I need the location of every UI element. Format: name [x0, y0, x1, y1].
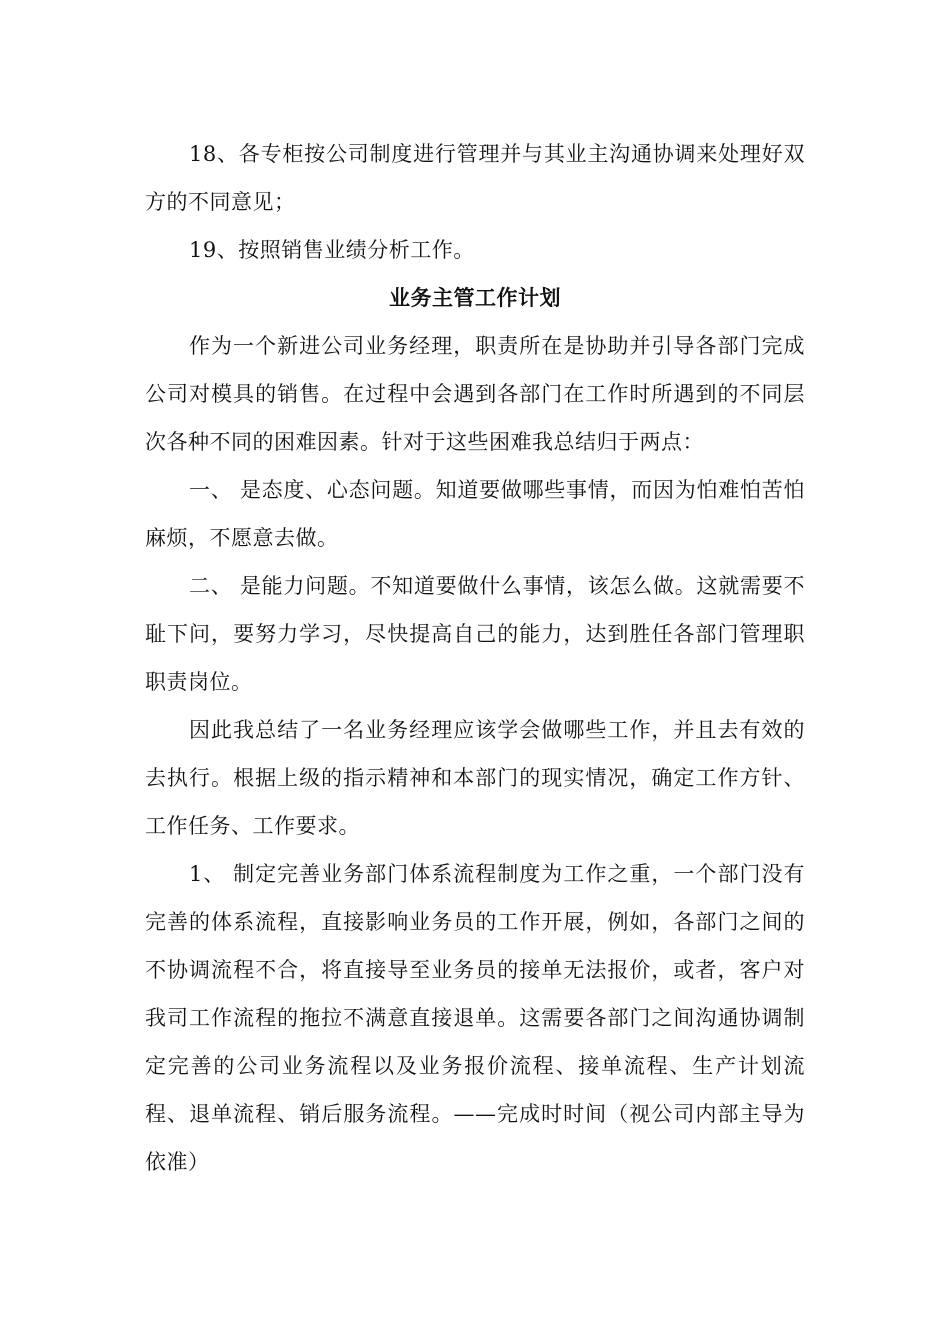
paragraph-point-one: 一、 是态度、心态问题。知道要做哪些事情，而因为怕难怕苦怕麻烦，不愿意去做。: [145, 478, 805, 550]
document-body: [145, 130, 805, 1186]
paragraph-item-1: 1、 制定完善业务部门体系流程制度为工作之重，一个部门没有完善的体系流程，直接影响业务员的工作开展，例如，各部门之间的不协调流程不合，将直接导至业务员的接单无法报价，或者，客户对我司工作流程的拖拉不满意直接退单。这需要各部门之间沟通协调制定完善的公司业务流程以及业务报价流程、接单流程、生产计划流程、退单流程、销后服务流程。——完成时时间（视公司内部主导为依准）: [145, 862, 805, 1174]
paragraph-item-18: 18、各专柜按公司制度进行管理并与其业主沟通协调来处理好双方的不同意见；: [145, 142, 805, 214]
paragraph-intro: 作为一个新进公司业务经理，职责所在是协助并引导各部门完成公司对模具的销售。在过程中会遇到各部门在工作时所遇到的不同层次各种不同的困难因素。针对于这些困难我总结归于两点：: [145, 334, 805, 454]
paragraph-point-two: 二、 是能力问题。不知道要做什么事情，该怎么做。这就需要不耻下问，要努力学习，尽快提高自己的能力，达到胜任各部门管理职职责岗位。: [145, 574, 805, 694]
paragraph-item-19: 19、按照销售业绩分析工作。: [189, 238, 475, 262]
paragraph-summary: 因此我总结了一名业务经理应该学会做哪些工作，并且去有效的去执行。根据上级的指示精神和本部门的现实情况，确定工作方针、工作任务、工作要求。: [145, 718, 805, 838]
section-title: 业务主管工作计划: [389, 285, 561, 310]
